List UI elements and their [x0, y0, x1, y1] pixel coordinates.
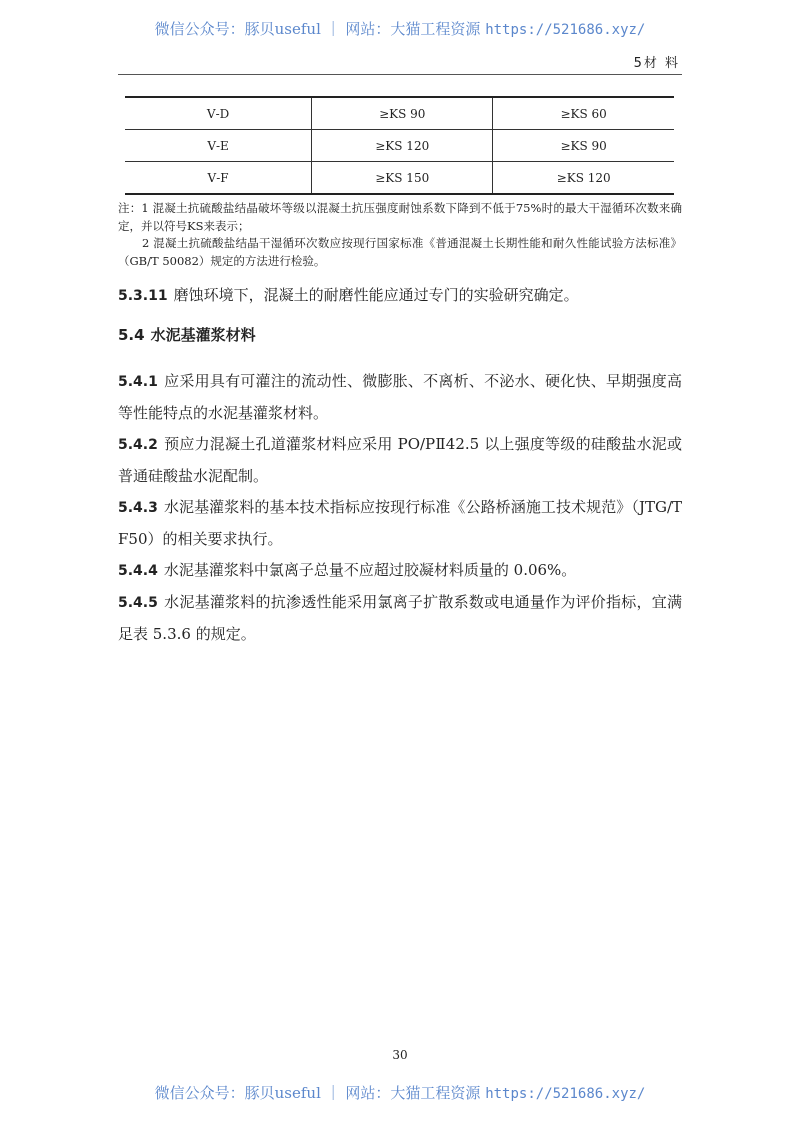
clause-number: 5.3.11	[118, 288, 168, 304]
clause-5-4-3	[118, 492, 682, 555]
clause-number: 5.4.4	[118, 563, 158, 579]
ks-grade-table	[125, 96, 674, 195]
table-cell: ≥KS 60	[493, 97, 674, 130]
table-row	[125, 162, 674, 195]
watermark-text: 微信公众号：豚贝useful ｜ 网站：大猫工程资源	[154, 20, 486, 38]
clause-text: 水泥基灌浆料中氯离子总量不应超过胶凝材料质量的 0.06%。	[163, 561, 577, 579]
clause-5-4-5	[118, 587, 682, 650]
watermark-bottom	[0, 1082, 800, 1103]
section-number: 5.4	[118, 326, 145, 344]
clause-number: 5.4.1	[118, 374, 158, 390]
clauses-5-4	[118, 366, 682, 650]
clause-number: 5.4.2	[118, 437, 158, 453]
watermark-url: https://521686.xyz/	[485, 22, 646, 38]
section-title: 水泥基灌浆材料	[150, 326, 256, 344]
clause-text: 磨蚀环境下，混凝土的耐磨性能应通过专门的实验研究确定。	[173, 286, 579, 304]
table-cell: Ⅴ-E	[125, 130, 312, 162]
table-cell: ≥KS 120	[493, 162, 674, 195]
chapter-header: 5材 料	[633, 56, 680, 71]
table-cell: ≥KS 90	[493, 130, 674, 162]
table-cell: Ⅴ-F	[125, 162, 312, 195]
header-rule	[118, 74, 682, 75]
clause-5-3-11	[118, 280, 682, 312]
clause-5-4-4	[118, 555, 682, 587]
table-cell: ≥KS 120	[312, 130, 493, 162]
table-row	[125, 97, 674, 130]
watermark-text: 微信公众号：豚贝useful ｜ 网站：大猫工程资源	[154, 1084, 486, 1102]
table-cell: ≥KS 90	[312, 97, 493, 130]
clause-number: 5.4.3	[118, 500, 158, 516]
table-notes	[118, 200, 682, 270]
section-heading-5-4	[118, 320, 682, 351]
clause-5-4-1	[118, 366, 682, 429]
clause-text: 水泥基灌浆料的抗渗透性能采用氯离子扩散系数或电通量作为评价指标，宜满足表 5.3.6 的规定。	[118, 593, 682, 643]
clause-text: 水泥基灌浆料的基本技术指标应按现行标准《公路桥涵施工技术规范》（JTG/T F50）的相关要求执行。	[118, 498, 682, 548]
table-row	[125, 130, 674, 162]
clause-text: 预应力混凝土孔道灌浆材料应采用 PO/PⅡ42.5 以上强度等级的硅酸盐水泥或普通硅酸盐水泥配制。	[118, 435, 682, 485]
watermark-top	[0, 18, 800, 39]
table-cell: Ⅴ-D	[206, 106, 230, 121]
note-1: 注：1 混凝土抗硫酸盐结晶破坏等级以混凝土抗压强度耐蚀系数下降到不低于75%时的最大干湿循环次数来确定，并以符号KS来表示；	[118, 201, 682, 233]
clause-number: 5.4.5	[118, 595, 158, 611]
note-2: 2 混凝土抗硫酸盐结晶干湿循环次数应按现行国家标准《普通混凝土长期性能和耐久性能试验方法标准》（GB/T 50082）规定的方法进行检验。	[118, 236, 682, 268]
table-cell: ≥KS 150	[312, 162, 493, 195]
page-number: 30	[392, 1048, 408, 1062]
clause-5-4-2	[118, 429, 682, 492]
clause-text: 应采用具有可灌注的流动性、微膨胀、不离析、不泌水、硬化快、早期强度高等性能特点的水泥基灌浆材料。	[118, 372, 682, 422]
watermark-url: https://521686.xyz/	[485, 1086, 646, 1102]
